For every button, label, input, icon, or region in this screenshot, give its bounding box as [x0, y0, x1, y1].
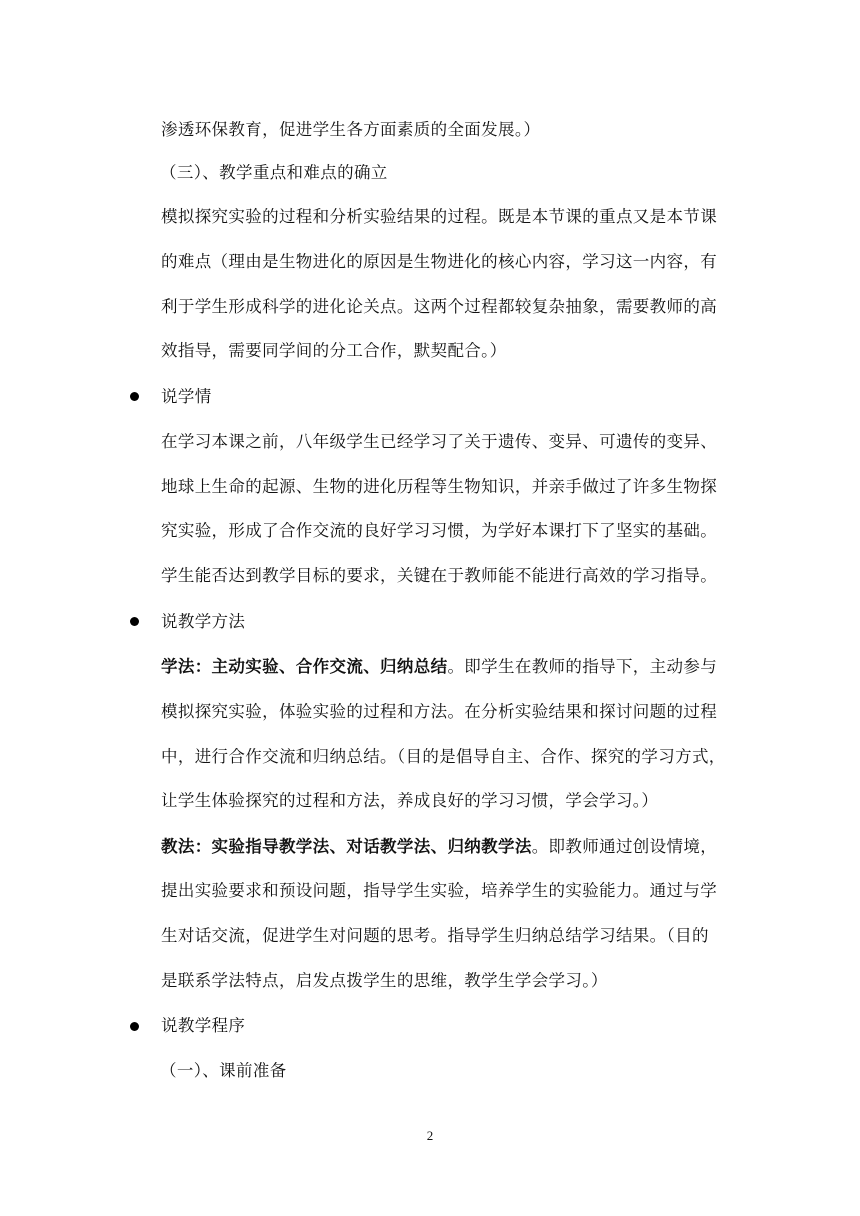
procedure-sub1: （一）、课前准备: [160, 1061, 287, 1080]
section3-line-3: 利于学生形成科学的进化论关点。这两个过程都较复杂抽象，需要教师的高: [161, 297, 718, 316]
xuefa-line-3: 中，进行合作交流和归纳总结。（目的是倡导自主、合作、探究的学习方式，: [161, 747, 726, 766]
jiaofa-label: 教法：实验指导教学法、对话教学法、归纳教学法: [161, 837, 532, 856]
bullet-icon: [130, 1022, 139, 1031]
xueqing-title: 说学情: [161, 387, 212, 406]
xuefa-text: 。即学生在教师的指导下，主动参与: [447, 657, 718, 676]
bullet-icon: [130, 392, 139, 401]
section3-heading: （三）、教学重点和难点的确立: [160, 163, 388, 182]
xuefa-line-4: 让学生体验探究的过程和方法，养成良好的学习习惯，学会学习。）: [161, 791, 659, 810]
xueqing-line-4: 学生能否达到教学目标的要求，关键在于教师能不能进行高效的学习指导。: [161, 566, 718, 585]
xuefa-line-2: 模拟探究实验，体验实验的过程和方法。在分析实验结果和探讨问题的过程: [161, 702, 718, 721]
xuefa-first-line: [161, 657, 717, 677]
jiaofa-text: 。即教师通过创设情境，: [531, 837, 718, 856]
xueqing-line-1: 在学习本课之前，八年级学生已经学习了关于遗传、变异、可遗传的变异、: [161, 432, 718, 451]
xueqing-line-2: 地球上生命的起源、生物的进化历程等生物知识，并亲手做过了许多生物探: [161, 477, 718, 496]
procedure-title: 说教学程序: [161, 1016, 246, 1035]
section3-line-2: 的难点（理由是生物进化的原因是生物进化的核心内容，学习这一内容，有: [161, 252, 718, 271]
methods-title: 说教学方法: [161, 612, 246, 631]
section3-line-1: 模拟探究实验的过程和分析实验结果的过程。既是本节课的重点又是本节课: [161, 207, 718, 226]
page-number: 2: [426, 1128, 434, 1143]
jiaofa-line-4: 是联系学法特点，启发点拨学生的思维，教学生学会学习。）: [161, 971, 608, 990]
jiaofa-line-3: 生对话交流，促进学生对问题的思考。指导学生归纳总结学习结果。（目的: [161, 926, 709, 945]
jiaofa-first-line: [161, 837, 717, 857]
section3-line-4: 效指导，需要同学间的分工合作，默契配合。）: [161, 341, 507, 360]
xuefa-label: 学法：主动实验、合作交流、归纳总结: [161, 657, 448, 676]
intro-tail-line: 渗透环保教育，促进学生各方面素质的全面发展。）: [161, 120, 541, 139]
xueqing-line-3: 究实验，形成了合作交流的良好学习习惯，为学好本课打下了坚实的基础。: [161, 521, 718, 540]
bullet-icon: [130, 617, 139, 626]
jiaofa-line-2: 提出实验要求和预设问题，指导学生实验，培养学生的实验能力。通过与学: [161, 881, 718, 900]
